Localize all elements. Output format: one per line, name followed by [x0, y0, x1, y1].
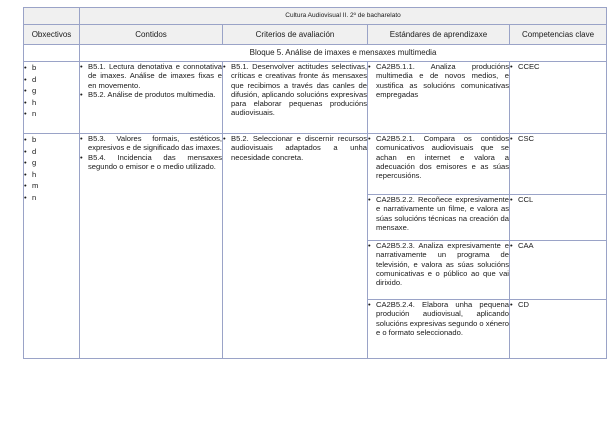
- objective-item: • n: [24, 192, 79, 204]
- document-title: Cultura Audiovisual II. 2º de bacharelato: [80, 8, 607, 25]
- criteria-item: • B5.2. Seleccionar e discernir recursos audiovisuais adaptados a unha necesidade concreta.: [223, 134, 367, 162]
- standard-cell: [368, 62, 510, 134]
- curriculum-table: [23, 7, 607, 359]
- content-item: • B5.2. Análise de produtos multimedia.: [80, 90, 222, 99]
- competence-cell: [510, 195, 607, 241]
- objective-item: • h: [24, 169, 79, 181]
- standard-cell: [368, 134, 510, 195]
- competence-item: • CCL: [510, 195, 606, 204]
- competence-cell: [510, 241, 607, 300]
- header-objectives: Obxectivos: [24, 25, 80, 45]
- objectives-cell: [24, 62, 80, 134]
- objective-item: • n: [24, 108, 79, 120]
- objective-item: • b: [24, 134, 79, 146]
- objective-item: • d: [24, 74, 79, 86]
- header-competences: Competencias clave: [510, 25, 607, 45]
- objective-item: • b: [24, 62, 79, 74]
- contents-cell: [80, 134, 223, 359]
- table-row: [24, 62, 607, 134]
- objective-item: • d: [24, 146, 79, 158]
- objective-item: • h: [24, 97, 79, 109]
- standard-cell: [368, 241, 510, 300]
- criteria-cell: [223, 62, 368, 134]
- content-item: • B5.4. Incidencia das mensaxes segundo o emisor e o medio utilizado.: [80, 153, 222, 172]
- header-contents: Contidos: [80, 25, 223, 45]
- objective-item: • g: [24, 157, 79, 169]
- standard-cell: [368, 195, 510, 241]
- objective-item: • g: [24, 85, 79, 97]
- competence-item: • CAA: [510, 241, 606, 250]
- competence-item: • CSC: [510, 134, 606, 143]
- criteria-item: • B5.1. Desenvolver actitudes selectivas, críticas e creativas fronte ás mensaxes que recibimos a través das canles de difusión, aplicando solucións expresivas para elaborar pequenas producións audiovisuais.: [223, 62, 367, 118]
- standard-cell: [368, 300, 510, 359]
- competence-cell: [510, 62, 607, 134]
- objective-item: • m: [24, 180, 79, 192]
- content-item: • B5.3. Valores formais, estéticos, expresivos e de significado das imaxes.: [80, 134, 222, 153]
- standard-item: • CA2B5.2.4. Elabora unha pequena produción audiovisual, aplicando solucións expresivas segundo o xénero e o formato seleccionado.: [368, 300, 509, 337]
- block-title: Bloque 5. Análise de imaxes e mensaxes multimedia: [80, 45, 607, 62]
- standard-item: • CA2B5.2.2. Recoñece expresivamente e narrativamente un filme, e valora as súas solucións técnicas na creación da mensaxe.: [368, 195, 509, 232]
- standard-item: • CA2B5.2.3. Analiza expresivamente e narrativamente un programa de televisión, e valora as súas solucións comunicativas e o público ao que vai dirixido.: [368, 241, 509, 287]
- header-criteria: Criterios de avaliación: [223, 25, 368, 45]
- competence-item: • CD: [510, 300, 606, 309]
- contents-cell: [80, 62, 223, 134]
- competence-cell: [510, 300, 607, 359]
- standard-item: • CA2B5.2.1. Compara os contidos comunicativos audiovisuais que se achan en internet e valora a adecuación dos emisores e as súas repercusións.: [368, 134, 509, 180]
- content-item: • B5.1. Lectura denotativa e connotativa de imaxes. Análise de imaxes fixas e en movemento.: [80, 62, 222, 90]
- criteria-cell: [223, 134, 368, 359]
- standard-item: • CA2B5.1.1. Analiza producións multimedia e de novos medios, e xustifica as solucións comunicativas empregadas: [368, 62, 509, 99]
- competence-item: • CCEC: [510, 62, 606, 71]
- table-row: [24, 134, 607, 195]
- header-standards: Estándares de aprendizaxe: [368, 25, 510, 45]
- objectives-cell: [24, 134, 80, 359]
- competence-cell: [510, 134, 607, 195]
